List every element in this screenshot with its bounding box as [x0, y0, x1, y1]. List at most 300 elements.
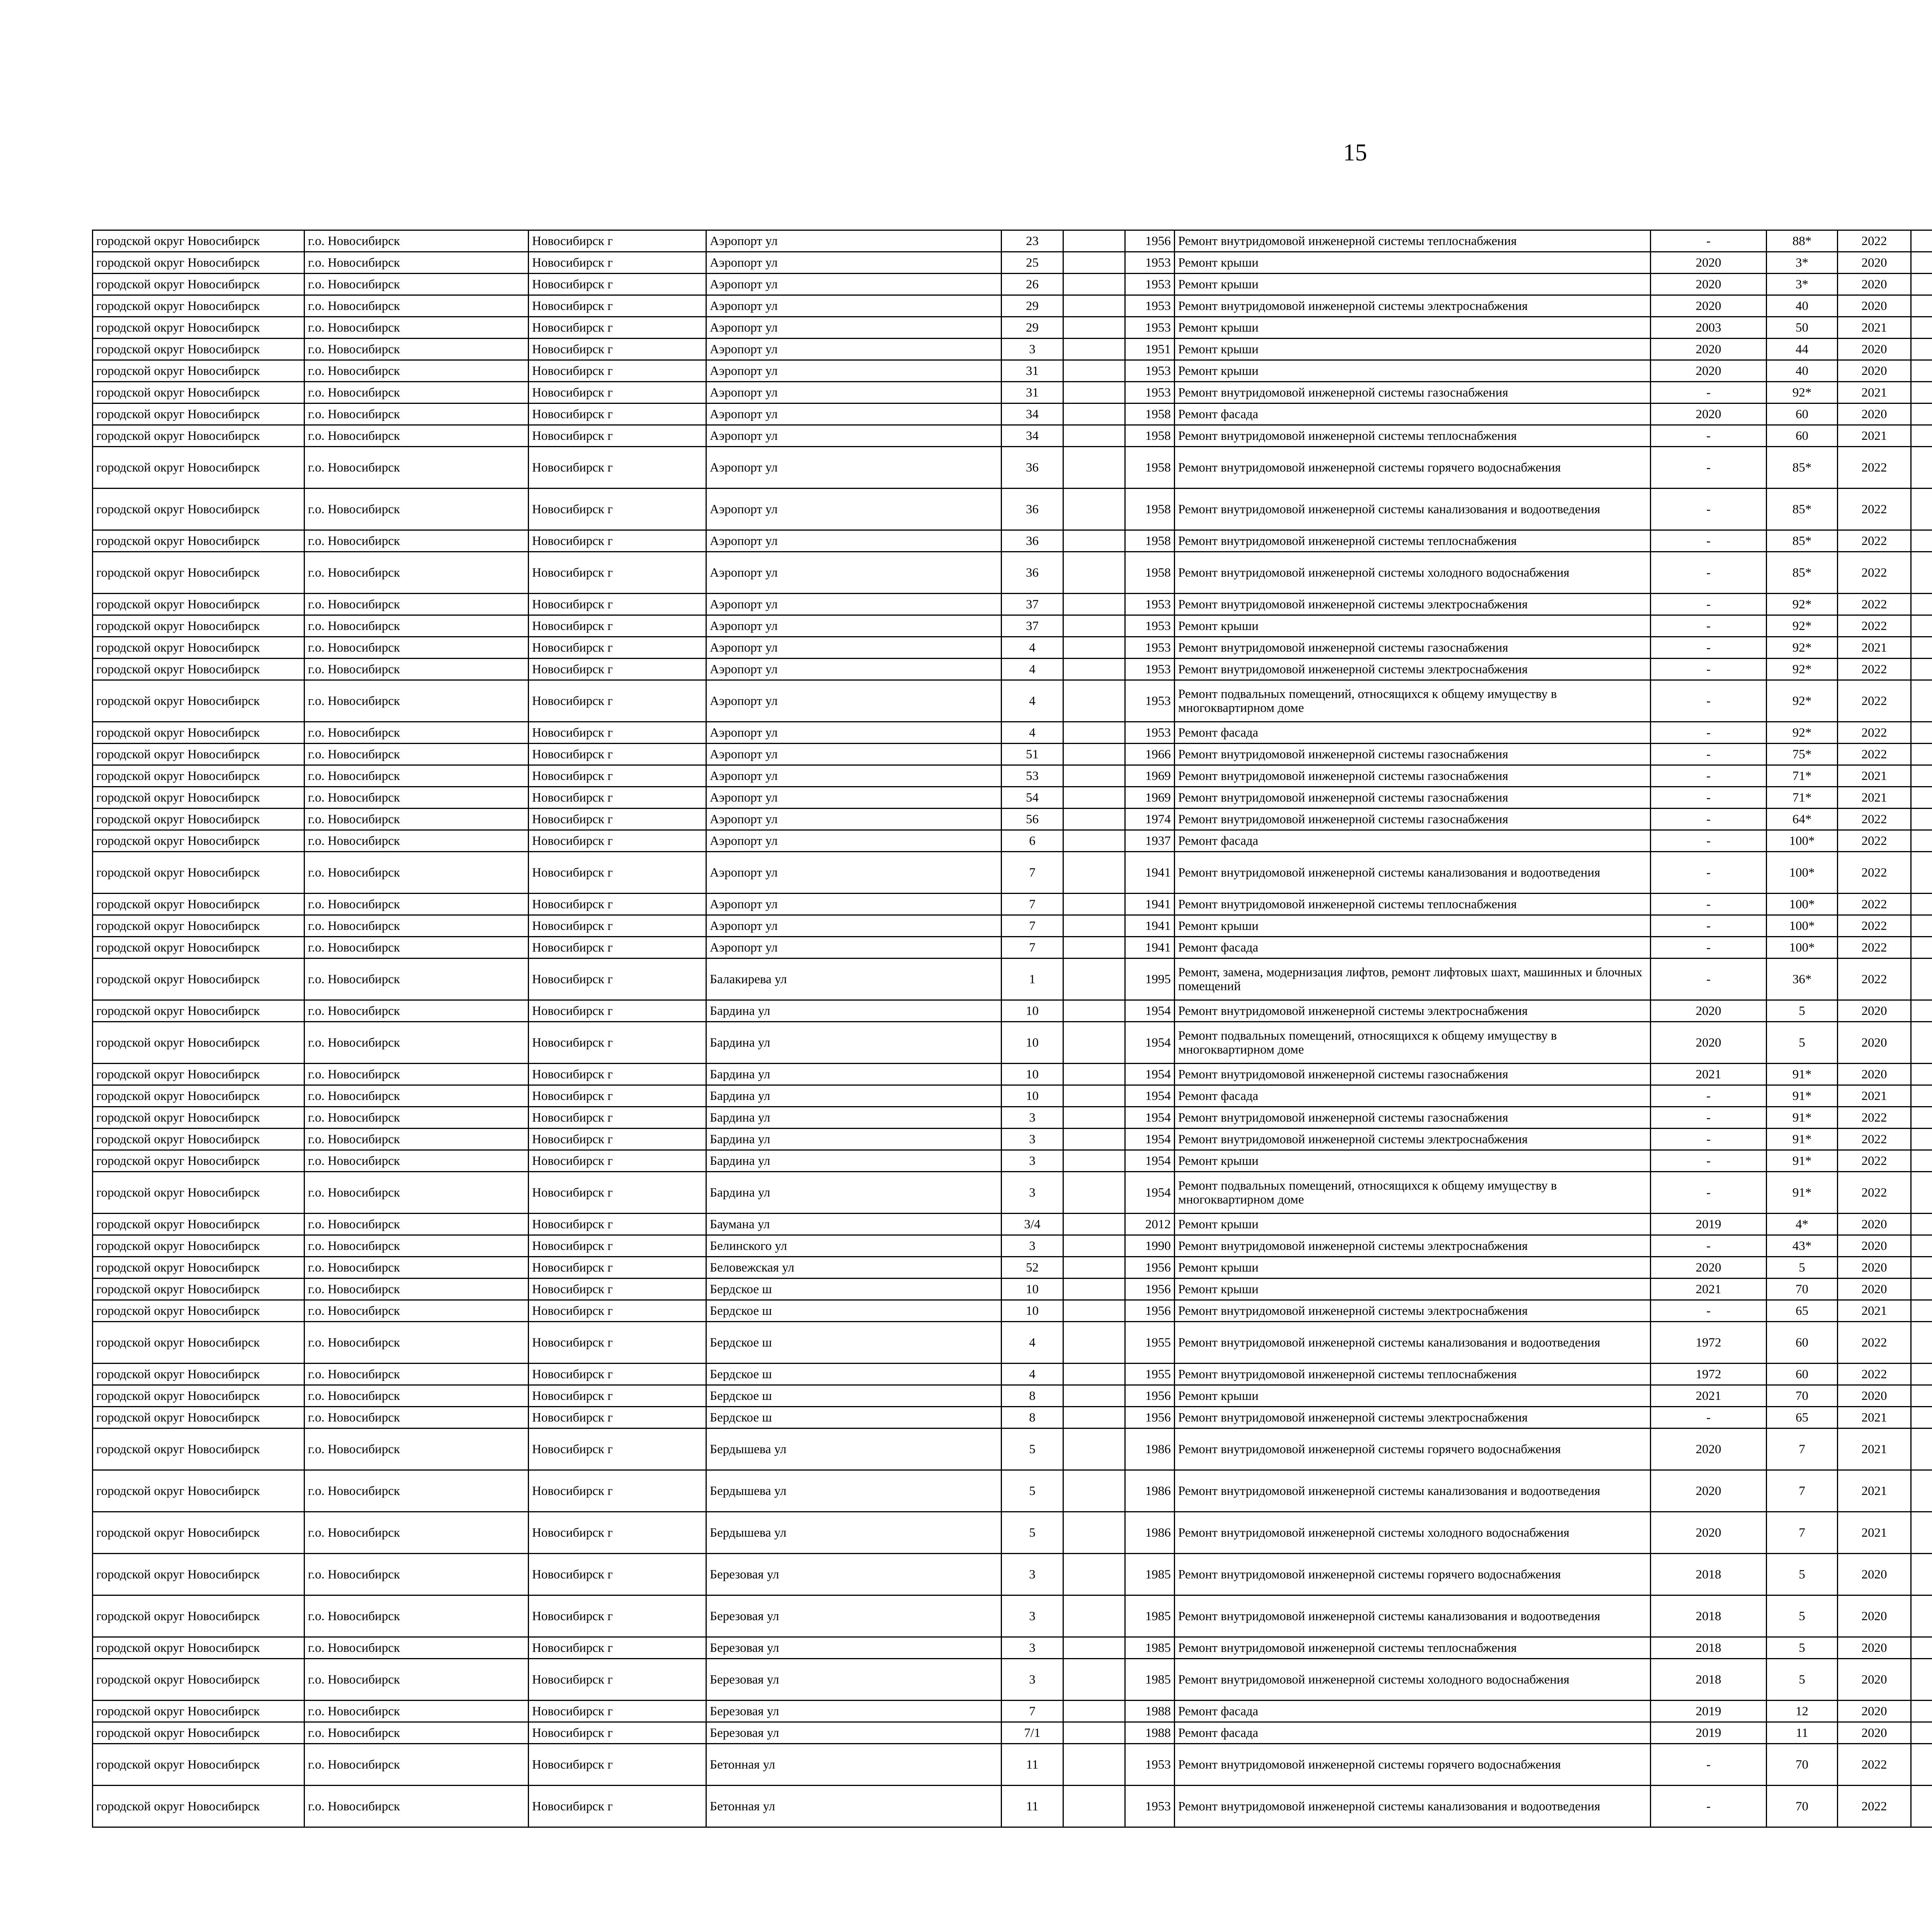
cell-work-type: Ремонт фасада: [1175, 830, 1651, 852]
table-row: [93, 1085, 1932, 1107]
cell-wear-percent: 4*: [1767, 1214, 1838, 1235]
cell-work-type: Ремонт подвальных помещений, относящихся к общему имуществу в многоквартирном доме: [1175, 1022, 1651, 1064]
cell-last-repair-year: -: [1651, 894, 1767, 915]
cell-work-type: Ремонт внутридомовой инженерной системы канализования и водоотведения: [1175, 1595, 1651, 1637]
cell-street: Аэропорт ул: [706, 744, 1002, 765]
cell-municipal-district: городской округ Новосибирск: [93, 680, 304, 722]
cell-street: Аэропорт ул: [706, 447, 1002, 489]
cell-work-type: Ремонт внутридомовой инженерной системы горячего водоснабжения: [1175, 1554, 1651, 1595]
cell-plan-end-year: [1911, 915, 1932, 937]
cell-corpus: [1063, 317, 1125, 339]
cell-municipality: г.о. Новосибирск: [304, 425, 529, 447]
cell-corpus: [1063, 1085, 1125, 1107]
cell-municipal-district: городской округ Новосибирск: [93, 530, 304, 552]
cell-work-type: Ремонт внутридомовой инженерной системы горячего водоснабжения: [1175, 1744, 1651, 1786]
cell-municipal-district: городской округ Новосибирск: [93, 1512, 304, 1554]
cell-municipality: г.о. Новосибирск: [304, 722, 529, 744]
cell-last-repair-year: -: [1651, 1300, 1767, 1322]
cell-plan-end-year: [1911, 382, 1932, 403]
cell-municipal-district: городской округ Новосибирск: [93, 1107, 304, 1129]
cell-build-year: 1953: [1125, 317, 1175, 339]
cell-municipality: г.о. Новосибирск: [304, 1279, 529, 1300]
cell-street: Аэропорт ул: [706, 765, 1002, 787]
cell-settlement: Новосибирск г: [529, 403, 706, 425]
cell-settlement: Новосибирск г: [529, 230, 706, 252]
cell-municipal-district: городской округ Новосибирск: [93, 339, 304, 360]
table-row: [93, 1428, 1932, 1470]
cell-plan-end-year: [1911, 637, 1932, 659]
cell-build-year: 1969: [1125, 765, 1175, 787]
cell-build-year: 1954: [1125, 1022, 1175, 1064]
cell-corpus: [1063, 722, 1125, 744]
cell-house-number: 3: [1002, 1554, 1063, 1595]
cell-corpus: [1063, 1722, 1125, 1744]
cell-corpus: [1063, 615, 1125, 637]
cell-municipal-district: городской округ Новосибирск: [93, 489, 304, 530]
cell-street: Аэропорт ул: [706, 252, 1002, 274]
cell-corpus: [1063, 295, 1125, 317]
cell-municipality: г.о. Новосибирск: [304, 1407, 529, 1428]
cell-municipal-district: городской округ Новосибирск: [93, 252, 304, 274]
cell-municipality: г.о. Новосибирск: [304, 1470, 529, 1512]
cell-plan-end-year: [1911, 1064, 1932, 1085]
cell-plan-end-year: [1911, 339, 1932, 360]
cell-work-type: Ремонт крыши: [1175, 360, 1651, 382]
cell-build-year: 1985: [1125, 1637, 1175, 1659]
cell-work-type: Ремонт внутридомовой инженерной системы электроснабжения: [1175, 295, 1651, 317]
cell-house-number: 10: [1002, 1279, 1063, 1300]
cell-plan-end-year: [1911, 594, 1932, 615]
table-row: [93, 1385, 1932, 1407]
cell-wear-percent: 5: [1767, 1554, 1838, 1595]
cell-house-number: 3: [1002, 1107, 1063, 1129]
table-row: [93, 1407, 1932, 1428]
cell-build-year: 1958: [1125, 403, 1175, 425]
cell-wear-percent: 75*: [1767, 744, 1838, 765]
cell-municipal-district: городской округ Новосибирск: [93, 274, 304, 295]
cell-last-repair-year: 2018: [1651, 1659, 1767, 1701]
cell-street: Бардина ул: [706, 1022, 1002, 1064]
table-row: [93, 489, 1932, 530]
cell-build-year: 1958: [1125, 489, 1175, 530]
cell-last-repair-year: 2020: [1651, 1428, 1767, 1470]
cell-street: Аэропорт ул: [706, 637, 1002, 659]
cell-street: Аэропорт ул: [706, 360, 1002, 382]
cell-last-repair-year: -: [1651, 659, 1767, 680]
cell-street: Березовая ул: [706, 1595, 1002, 1637]
cell-municipality: г.о. Новосибирск: [304, 1300, 529, 1322]
cell-municipal-district: городской округ Новосибирск: [93, 1385, 304, 1407]
cell-municipality: г.о. Новосибирск: [304, 360, 529, 382]
cell-work-type: Ремонт внутридомовой инженерной системы канализования и водоотведения: [1175, 1322, 1651, 1364]
cell-plan-end-year: [1911, 744, 1932, 765]
cell-plan-start-year: 2022: [1838, 230, 1911, 252]
cell-plan-end-year: [1911, 252, 1932, 274]
cell-wear-percent: 7: [1767, 1428, 1838, 1470]
cell-build-year: 1986: [1125, 1428, 1175, 1470]
cell-last-repair-year: 2020: [1651, 339, 1767, 360]
table-row: [93, 1722, 1932, 1744]
cell-work-type: Ремонт внутридомовой инженерной системы теплоснабжения: [1175, 1364, 1651, 1385]
cell-plan-start-year: 2022: [1838, 722, 1911, 744]
table-row: [93, 787, 1932, 809]
cell-wear-percent: 65: [1767, 1300, 1838, 1322]
cell-house-number: 53: [1002, 765, 1063, 787]
table-row: [93, 360, 1932, 382]
cell-plan-start-year: 2020: [1838, 1554, 1911, 1595]
cell-wear-percent: 92*: [1767, 637, 1838, 659]
table-row: [93, 403, 1932, 425]
cell-plan-end-year: [1911, 1595, 1932, 1637]
cell-municipality: г.о. Новосибирск: [304, 1172, 529, 1214]
cell-house-number: 37: [1002, 594, 1063, 615]
table-row: [93, 1257, 1932, 1279]
cell-work-type: Ремонт внутридомовой инженерной системы электроснабжения: [1175, 594, 1651, 615]
cell-plan-start-year: 2020: [1838, 360, 1911, 382]
cell-street: Беловежская ул: [706, 1257, 1002, 1279]
cell-plan-start-year: 2021: [1838, 1300, 1911, 1322]
cell-wear-percent: 91*: [1767, 1064, 1838, 1085]
cell-house-number: 5: [1002, 1428, 1063, 1470]
table-row: [93, 830, 1932, 852]
cell-plan-end-year: [1911, 1407, 1932, 1428]
cell-plan-start-year: 2021: [1838, 382, 1911, 403]
cell-municipality: г.о. Новосибирск: [304, 252, 529, 274]
cell-settlement: Новосибирск г: [529, 1595, 706, 1637]
cell-municipal-district: городской округ Новосибирск: [93, 295, 304, 317]
cell-street: Аэропорт ул: [706, 425, 1002, 447]
cell-work-type: Ремонт крыши: [1175, 1385, 1651, 1407]
cell-plan-end-year: [1911, 1428, 1932, 1470]
table-row: [93, 637, 1932, 659]
cell-wear-percent: 3*: [1767, 252, 1838, 274]
cell-settlement: Новосибирск г: [529, 594, 706, 615]
cell-house-number: 10: [1002, 1300, 1063, 1322]
table-row: [93, 1022, 1932, 1064]
cell-build-year: 1953: [1125, 295, 1175, 317]
cell-street: Аэропорт ул: [706, 894, 1002, 915]
cell-settlement: Новосибирск г: [529, 722, 706, 744]
cell-build-year: 1953: [1125, 680, 1175, 722]
cell-corpus: [1063, 937, 1125, 958]
cell-work-type: Ремонт внутридомовой инженерной системы холодного водоснабжения: [1175, 1512, 1651, 1554]
cell-last-repair-year: -: [1651, 382, 1767, 403]
cell-last-repair-year: -: [1651, 489, 1767, 530]
cell-plan-start-year: 2022: [1838, 744, 1911, 765]
cell-plan-end-year: [1911, 1701, 1932, 1722]
cell-corpus: [1063, 765, 1125, 787]
cell-work-type: Ремонт внутридомовой инженерной системы холодного водоснабжения: [1175, 1659, 1651, 1701]
cell-municipality: г.о. Новосибирск: [304, 403, 529, 425]
cell-plan-start-year: 2020: [1838, 1214, 1911, 1235]
cell-build-year: 1956: [1125, 1407, 1175, 1428]
cell-build-year: 1937: [1125, 830, 1175, 852]
cell-street: Бердское ш: [706, 1364, 1002, 1385]
cell-corpus: [1063, 1214, 1125, 1235]
table-row: [93, 1512, 1932, 1554]
cell-municipality: г.о. Новосибирск: [304, 1512, 529, 1554]
cell-corpus: [1063, 1022, 1125, 1064]
cell-plan-end-year: [1911, 360, 1932, 382]
table-row: [93, 894, 1932, 915]
cell-plan-end-year: [1911, 1722, 1932, 1744]
cell-street: Бердское ш: [706, 1300, 1002, 1322]
cell-municipality: г.о. Новосибирск: [304, 1022, 529, 1064]
cell-wear-percent: 91*: [1767, 1172, 1838, 1214]
cell-plan-start-year: 2020: [1838, 1000, 1911, 1022]
cell-house-number: 52: [1002, 1257, 1063, 1279]
cell-build-year: 1953: [1125, 615, 1175, 637]
cell-settlement: Новосибирск г: [529, 765, 706, 787]
cell-municipal-district: городской округ Новосибирск: [93, 382, 304, 403]
cell-last-repair-year: -: [1651, 852, 1767, 894]
cell-settlement: Новосибирск г: [529, 425, 706, 447]
cell-municipal-district: городской округ Новосибирск: [93, 317, 304, 339]
cell-municipal-district: городской округ Новосибирск: [93, 1637, 304, 1659]
cell-municipality: г.о. Новосибирск: [304, 274, 529, 295]
cell-plan-start-year: 2020: [1838, 339, 1911, 360]
cell-plan-end-year: [1911, 1172, 1932, 1214]
cell-work-type: Ремонт внутридомовой инженерной системы газоснабжения: [1175, 382, 1651, 403]
cell-municipal-district: городской округ Новосибирск: [93, 744, 304, 765]
cell-corpus: [1063, 1322, 1125, 1364]
cell-street: Балакирева ул: [706, 958, 1002, 1000]
cell-house-number: 7: [1002, 852, 1063, 894]
cell-plan-start-year: 2022: [1838, 1744, 1911, 1786]
cell-build-year: 1953: [1125, 1744, 1175, 1786]
cell-plan-start-year: 2022: [1838, 530, 1911, 552]
cell-house-number: 4: [1002, 637, 1063, 659]
cell-house-number: 25: [1002, 252, 1063, 274]
cell-house-number: 4: [1002, 722, 1063, 744]
cell-wear-percent: 70: [1767, 1385, 1838, 1407]
cell-build-year: 1953: [1125, 360, 1175, 382]
cell-work-type: Ремонт внутридомовой инженерной системы газоснабжения: [1175, 1107, 1651, 1129]
cell-street: Аэропорт ул: [706, 680, 1002, 722]
cell-work-type: Ремонт внутридомовой инженерной системы газоснабжения: [1175, 744, 1651, 765]
cell-wear-percent: 92*: [1767, 382, 1838, 403]
cell-corpus: [1063, 1000, 1125, 1022]
cell-street: Березовая ул: [706, 1659, 1002, 1701]
cell-municipality: г.о. Новосибирск: [304, 1659, 529, 1701]
cell-plan-start-year: 2020: [1838, 1659, 1911, 1701]
cell-plan-start-year: 2021: [1838, 787, 1911, 809]
cell-settlement: Новосибирск г: [529, 382, 706, 403]
cell-street: Березовая ул: [706, 1722, 1002, 1744]
cell-house-number: 4: [1002, 680, 1063, 722]
cell-last-repair-year: -: [1651, 1235, 1767, 1257]
cell-municipal-district: городской округ Новосибирск: [93, 765, 304, 787]
cell-settlement: Новосибирск г: [529, 360, 706, 382]
cell-house-number: 8: [1002, 1385, 1063, 1407]
cell-build-year: 1941: [1125, 852, 1175, 894]
cell-plan-start-year: 2022: [1838, 1172, 1911, 1214]
cell-corpus: [1063, 252, 1125, 274]
cell-work-type: Ремонт внутридомовой инженерной системы холодного водоснабжения: [1175, 552, 1651, 594]
table-row: [93, 530, 1932, 552]
cell-settlement: Новосибирск г: [529, 317, 706, 339]
cell-municipality: г.о. Новосибирск: [304, 230, 529, 252]
cell-last-repair-year: 2021: [1651, 1279, 1767, 1300]
cell-house-number: 7/1: [1002, 1722, 1063, 1744]
cell-municipal-district: городской округ Новосибирск: [93, 659, 304, 680]
cell-municipality: г.о. Новосибирск: [304, 1595, 529, 1637]
cell-plan-end-year: [1911, 1129, 1932, 1150]
cell-plan-end-year: [1911, 1786, 1932, 1827]
table-row: [93, 1107, 1932, 1129]
cell-municipality: г.о. Новосибирск: [304, 1257, 529, 1279]
cell-wear-percent: 92*: [1767, 659, 1838, 680]
cell-last-repair-year: -: [1651, 552, 1767, 594]
cell-work-type: Ремонт крыши: [1175, 915, 1651, 937]
cell-street: Бердское ш: [706, 1385, 1002, 1407]
cell-municipality: г.о. Новосибирск: [304, 1107, 529, 1129]
cell-corpus: [1063, 1595, 1125, 1637]
cell-plan-start-year: 2021: [1838, 765, 1911, 787]
cell-street: Аэропорт ул: [706, 615, 1002, 637]
cell-plan-end-year: [1911, 552, 1932, 594]
cell-house-number: 11: [1002, 1744, 1063, 1786]
cell-plan-start-year: 2020: [1838, 1385, 1911, 1407]
cell-work-type: Ремонт фасада: [1175, 722, 1651, 744]
cell-settlement: Новосибирск г: [529, 530, 706, 552]
cell-street: Бардина ул: [706, 1064, 1002, 1085]
cell-build-year: 1954: [1125, 1172, 1175, 1214]
cell-municipality: г.о. Новосибирск: [304, 1085, 529, 1107]
cell-plan-end-year: [1911, 937, 1932, 958]
cell-municipality: г.о. Новосибирск: [304, 295, 529, 317]
cell-build-year: 1986: [1125, 1470, 1175, 1512]
cell-build-year: 2012: [1125, 1214, 1175, 1235]
cell-plan-start-year: 2020: [1838, 1595, 1911, 1637]
cell-corpus: [1063, 852, 1125, 894]
cell-plan-start-year: 2022: [1838, 447, 1911, 489]
cell-build-year: 1954: [1125, 1000, 1175, 1022]
cell-plan-start-year: 2022: [1838, 489, 1911, 530]
cell-work-type: Ремонт внутридомовой инженерной системы газоснабжения: [1175, 809, 1651, 830]
cell-house-number: 10: [1002, 1000, 1063, 1022]
cell-corpus: [1063, 637, 1125, 659]
cell-settlement: Новосибирск г: [529, 787, 706, 809]
cell-work-type: Ремонт внутридомовой инженерной системы теплоснабжения: [1175, 894, 1651, 915]
cell-municipal-district: городской округ Новосибирск: [93, 1659, 304, 1701]
cell-municipal-district: городской округ Новосибирск: [93, 1364, 304, 1385]
cell-street: Бердышева ул: [706, 1428, 1002, 1470]
cell-corpus: [1063, 1512, 1125, 1554]
cell-settlement: Новосибирск г: [529, 680, 706, 722]
cell-last-repair-year: 2020: [1651, 274, 1767, 295]
cell-house-number: 3: [1002, 1172, 1063, 1214]
cell-municipality: г.о. Новосибирск: [304, 1637, 529, 1659]
cell-plan-start-year: 2020: [1838, 1022, 1911, 1064]
cell-last-repair-year: 2019: [1651, 1214, 1767, 1235]
cell-house-number: 1: [1002, 958, 1063, 1000]
cell-last-repair-year: -: [1651, 680, 1767, 722]
cell-corpus: [1063, 1279, 1125, 1300]
cell-last-repair-year: 2020: [1651, 1000, 1767, 1022]
cell-corpus: [1063, 230, 1125, 252]
cell-build-year: 1954: [1125, 1150, 1175, 1172]
cell-plan-start-year: 2020: [1838, 1257, 1911, 1279]
cell-municipality: г.о. Новосибирск: [304, 915, 529, 937]
cell-plan-start-year: 2021: [1838, 637, 1911, 659]
cell-work-type: Ремонт внутридомовой инженерной системы теплоснабжения: [1175, 230, 1651, 252]
cell-build-year: 1941: [1125, 915, 1175, 937]
cell-municipal-district: городской округ Новосибирск: [93, 1300, 304, 1322]
cell-work-type: Ремонт фасада: [1175, 1085, 1651, 1107]
cell-last-repair-year: -: [1651, 765, 1767, 787]
cell-wear-percent: 5: [1767, 1595, 1838, 1637]
cell-work-type: Ремонт фасада: [1175, 1701, 1651, 1722]
cell-last-repair-year: -: [1651, 615, 1767, 637]
cell-house-number: 4: [1002, 1364, 1063, 1385]
cell-house-number: 37: [1002, 615, 1063, 637]
cell-municipality: г.о. Новосибирск: [304, 809, 529, 830]
cell-wear-percent: 7: [1767, 1470, 1838, 1512]
cell-wear-percent: 91*: [1767, 1085, 1838, 1107]
cell-street: Бердышева ул: [706, 1512, 1002, 1554]
cell-plan-end-year: [1911, 1554, 1932, 1595]
cell-municipal-district: городской округ Новосибирск: [93, 1279, 304, 1300]
cell-plan-end-year: [1911, 1150, 1932, 1172]
table-row: [93, 1150, 1932, 1172]
cell-work-type: Ремонт внутридомовой инженерной системы горячего водоснабжения: [1175, 447, 1651, 489]
cell-house-number: 26: [1002, 274, 1063, 295]
cell-plan-start-year: 2020: [1838, 403, 1911, 425]
cell-municipal-district: городской округ Новосибирск: [93, 1722, 304, 1744]
cell-corpus: [1063, 530, 1125, 552]
cell-build-year: 1986: [1125, 1512, 1175, 1554]
cell-house-number: 3/4: [1002, 1214, 1063, 1235]
cell-plan-start-year: 2021: [1838, 1470, 1911, 1512]
cell-build-year: 1953: [1125, 722, 1175, 744]
cell-municipality: г.о. Новосибирск: [304, 937, 529, 958]
cell-build-year: 1953: [1125, 252, 1175, 274]
cell-plan-end-year: [1911, 1257, 1932, 1279]
cell-wear-percent: 71*: [1767, 787, 1838, 809]
cell-municipality: г.о. Новосибирск: [304, 1000, 529, 1022]
cell-house-number: 10: [1002, 1085, 1063, 1107]
cell-street: Бердышева ул: [706, 1470, 1002, 1512]
cell-work-type: Ремонт внутридомовой инженерной системы канализования и водоотведения: [1175, 489, 1651, 530]
cell-build-year: 1951: [1125, 339, 1175, 360]
cell-house-number: 36: [1002, 489, 1063, 530]
cell-plan-start-year: 2022: [1838, 894, 1911, 915]
table-row: [93, 915, 1932, 937]
cell-street: Бердское ш: [706, 1279, 1002, 1300]
cell-build-year: 1953: [1125, 1786, 1175, 1827]
cell-municipal-district: городской округ Новосибирск: [93, 1064, 304, 1085]
table-row: [93, 252, 1932, 274]
cell-plan-end-year: [1911, 1279, 1932, 1300]
cell-plan-start-year: 2022: [1838, 830, 1911, 852]
cell-municipal-district: городской округ Новосибирск: [93, 1000, 304, 1022]
cell-settlement: Новосибирск г: [529, 1786, 706, 1827]
table-row: [93, 1554, 1932, 1595]
cell-house-number: 10: [1002, 1064, 1063, 1085]
cell-corpus: [1063, 1786, 1125, 1827]
cell-municipality: г.о. Новосибирск: [304, 1786, 529, 1827]
cell-settlement: Новосибирск г: [529, 1022, 706, 1064]
cell-plan-start-year: 2021: [1838, 1512, 1911, 1554]
cell-plan-start-year: 2020: [1838, 1637, 1911, 1659]
cell-house-number: 3: [1002, 1659, 1063, 1701]
cell-work-type: Ремонт крыши: [1175, 615, 1651, 637]
cell-municipal-district: городской округ Новосибирск: [93, 1022, 304, 1064]
cell-wear-percent: 36*: [1767, 958, 1838, 1000]
cell-plan-end-year: [1911, 1659, 1932, 1701]
cell-municipality: г.о. Новосибирск: [304, 958, 529, 1000]
